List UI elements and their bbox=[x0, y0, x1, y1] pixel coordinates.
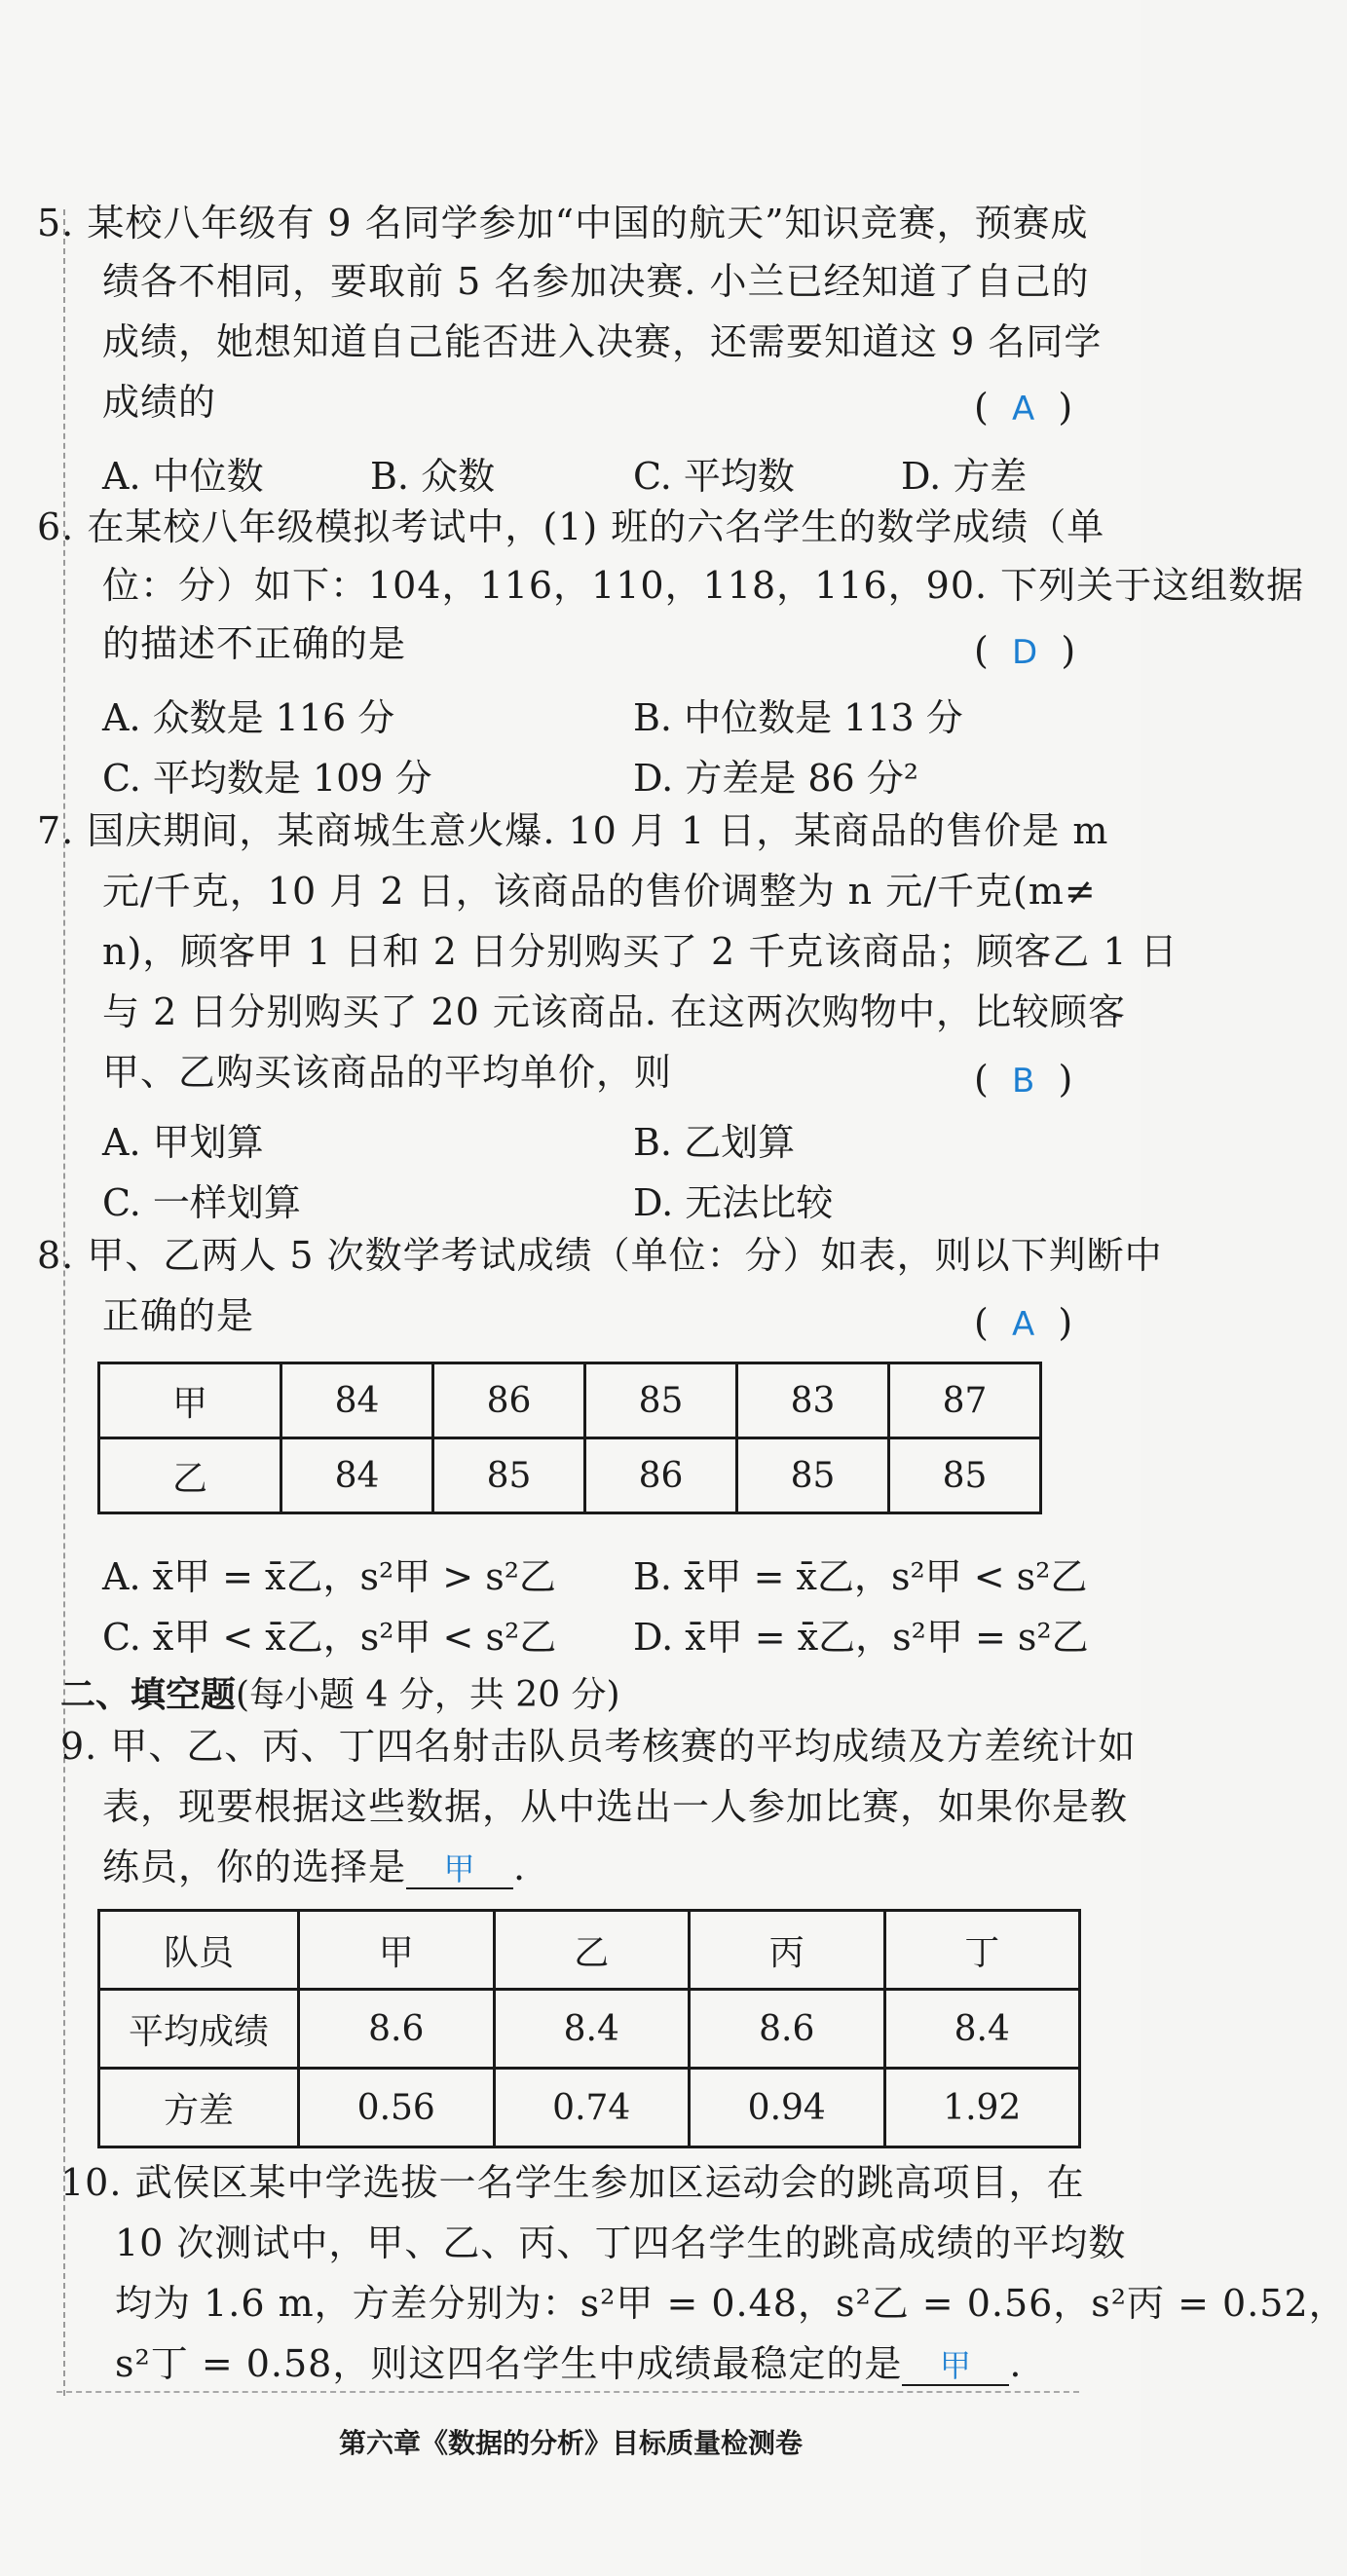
q6-option-b: B. 中位数是 113 分 bbox=[633, 696, 963, 739]
q6-answer-bracket: ( D ) bbox=[974, 629, 1076, 672]
q8-option-b: B. x̄甲 = x̄乙，s²甲 < s²乙 bbox=[633, 1555, 1088, 1598]
q7-line-3: n)，顾客甲 1 日和 2 日分别购买了 2 千克该商品；顾客乙 1 日 bbox=[102, 930, 1179, 973]
table-cell: 8.6 bbox=[299, 1990, 495, 2069]
q9-line-1: 9. 甲、乙、丙、丁四名射击队员考核赛的平均成绩及方差统计如 bbox=[60, 1725, 1137, 1768]
q5-option-d: D. 方差 bbox=[901, 455, 1028, 498]
table-header-cell: 丁 bbox=[884, 1911, 1080, 1990]
q8-line-1: 8. 甲、乙两人 5 次数学考试成绩（单位：分）如表，则以下判断中 bbox=[37, 1234, 1163, 1277]
table-cell: 84 bbox=[281, 1438, 433, 1513]
table-header-cell: 队员 bbox=[99, 1911, 299, 1990]
q9-line-3 bbox=[102, 1847, 526, 1889]
table-cell: 乙 bbox=[99, 1438, 281, 1513]
table-cell: 84 bbox=[281, 1363, 433, 1438]
table-cell: 8.6 bbox=[690, 1990, 885, 2069]
q5-answer: A bbox=[1011, 390, 1035, 429]
q8-line-2: 正确的是 bbox=[102, 1294, 255, 1337]
footer-divider bbox=[56, 2391, 1079, 2393]
q10-answer-blank: 甲 bbox=[902, 2348, 1009, 2386]
q5-option-c: C. 平均数 bbox=[633, 455, 795, 498]
table-header-cell: 丙 bbox=[690, 1911, 885, 1990]
section-note: (每小题 4 分，共 20 分) bbox=[236, 1675, 620, 1715]
table-cell: 1.92 bbox=[884, 2069, 1080, 2147]
table-cell: 平均成绩 bbox=[99, 1990, 299, 2069]
q5-line-2: 绩各不相同，要取前 5 名参加决赛. 小兰已经知道了自己的 bbox=[102, 260, 1090, 303]
table-cell: 0.74 bbox=[494, 2069, 690, 2147]
q10-line-4-end: . bbox=[1009, 2342, 1023, 2385]
table-row bbox=[99, 1911, 1080, 1990]
table-cell: 86 bbox=[585, 1438, 737, 1513]
table-cell: 85 bbox=[433, 1438, 585, 1513]
table-cell: 8.4 bbox=[494, 1990, 690, 2069]
q8-option-a: A. x̄甲 = x̄乙，s²甲 > s²乙 bbox=[102, 1555, 556, 1598]
q9-answer-blank: 甲 bbox=[406, 1851, 513, 1889]
table-cell: 85 bbox=[889, 1438, 1041, 1513]
q8-score-table bbox=[97, 1362, 1042, 1514]
table-row bbox=[99, 1990, 1080, 2069]
q6-line-1: 6. 在某校八年级模拟考试中，(1) 班的六名学生的数学成绩（单 bbox=[37, 505, 1105, 548]
q7-answer-bracket: ( B ) bbox=[974, 1058, 1073, 1101]
q7-option-c: C. 一样划算 bbox=[102, 1181, 301, 1224]
q8-option-d: D. x̄甲 = x̄乙，s²甲 = s²乙 bbox=[633, 1616, 1089, 1659]
q6-answer: D bbox=[1011, 633, 1038, 672]
table-cell: 87 bbox=[889, 1363, 1041, 1438]
q5-line-4: 成绩的 bbox=[102, 381, 217, 424]
q7-line-5: 甲、乙购买该商品的平均单价，则 bbox=[102, 1051, 673, 1094]
table-cell: 甲 bbox=[99, 1363, 281, 1438]
q8-answer: A bbox=[1011, 1305, 1035, 1344]
table-cell: 83 bbox=[737, 1363, 889, 1438]
q5-line-1: 5. 某校八年级有 9 名同学参加“中国的航天”知识竞赛，预赛成 bbox=[37, 202, 1089, 244]
table-cell: 85 bbox=[737, 1438, 889, 1513]
section-title: 二、填空题 bbox=[60, 1674, 237, 1715]
q10-line-2: 10 次测试中，甲、乙、丙、丁四名学生的跳高成绩的平均数 bbox=[115, 2221, 1127, 2264]
q7-option-d: D. 无法比较 bbox=[633, 1181, 834, 1224]
q7-line-4: 与 2 日分别购买了 20 元该商品. 在这两次购物中，比较顾客 bbox=[102, 990, 1127, 1033]
table-cell: 8.4 bbox=[884, 1990, 1080, 2069]
q5-answer-bracket: ( A ) bbox=[974, 386, 1073, 429]
q7-option-a: A. 甲划算 bbox=[102, 1121, 264, 1164]
q6-option-a: A. 众数是 116 分 bbox=[102, 696, 395, 739]
table-cell: 方差 bbox=[99, 2069, 299, 2147]
table-cell: 85 bbox=[585, 1363, 737, 1438]
q6-option-d: D. 方差是 86 分² bbox=[633, 757, 919, 800]
table-cell: 86 bbox=[433, 1363, 585, 1438]
q7-line-2: 元/千克，10 月 2 日，该商品的售价调整为 n 元/千克(m≠ bbox=[102, 870, 1097, 913]
table-header-cell: 甲 bbox=[299, 1911, 495, 1990]
q5-option-b: B. 众数 bbox=[370, 455, 496, 498]
page-footer-title: 第六章《数据的分析》目标质量检测卷 bbox=[338, 2427, 803, 2459]
q9-line-2: 表，现要根据这些数据，从中选出一人参加比赛，如果你是教 bbox=[102, 1785, 1129, 1828]
q7-line-1: 7. 国庆期间，某商城生意火爆. 10 月 1 日，某商品的售价是 m bbox=[37, 809, 1109, 852]
q10-line-4 bbox=[115, 2343, 1022, 2386]
q7-answer: B bbox=[1011, 1062, 1035, 1101]
table-cell: 0.94 bbox=[690, 2069, 885, 2147]
q10-line-3: 均为 1.6 m，方差分别为：s²甲 = 0.48，s²乙 = 0.56，s²丙 = 0.52， bbox=[115, 2282, 1347, 2325]
q5-line-3: 成绩，她想知道自己能否进入决赛，还需要知道这 9 名同学 bbox=[102, 320, 1103, 363]
table-row bbox=[99, 1363, 1041, 1438]
q9-line-3-end: . bbox=[513, 1846, 527, 1888]
q10-line-1: 10. 武侯区某中学选拔一名学生参加区运动会的跳高项目，在 bbox=[60, 2161, 1085, 2204]
q9-line-3-text: 练员，你的选择是 bbox=[102, 1846, 407, 1888]
q9-stats-table bbox=[97, 1909, 1081, 2148]
table-header-cell: 乙 bbox=[494, 1911, 690, 1990]
q6-line-2: 位：分）如下：104，116，110，118，116，90. 下列关于这组数据 bbox=[102, 564, 1305, 607]
q10-line-4-text: s²丁 = 0.58，则这四名学生中成绩最稳定的是 bbox=[115, 2342, 903, 2385]
section-heading bbox=[60, 1667, 620, 1717]
q7-option-b: B. 乙划算 bbox=[633, 1121, 796, 1164]
q5-option-a: A. 中位数 bbox=[102, 455, 264, 498]
table-row bbox=[99, 1438, 1041, 1513]
table-cell: 0.56 bbox=[299, 2069, 495, 2147]
q6-line-3: 的描述不正确的是 bbox=[102, 622, 407, 665]
q8-option-c: C. x̄甲 < x̄乙，s²甲 < s²乙 bbox=[102, 1616, 557, 1659]
q6-option-c: C. 平均数是 109 分 bbox=[102, 757, 432, 800]
q8-answer-bracket: ( A ) bbox=[974, 1301, 1073, 1344]
table-row bbox=[99, 2069, 1080, 2147]
